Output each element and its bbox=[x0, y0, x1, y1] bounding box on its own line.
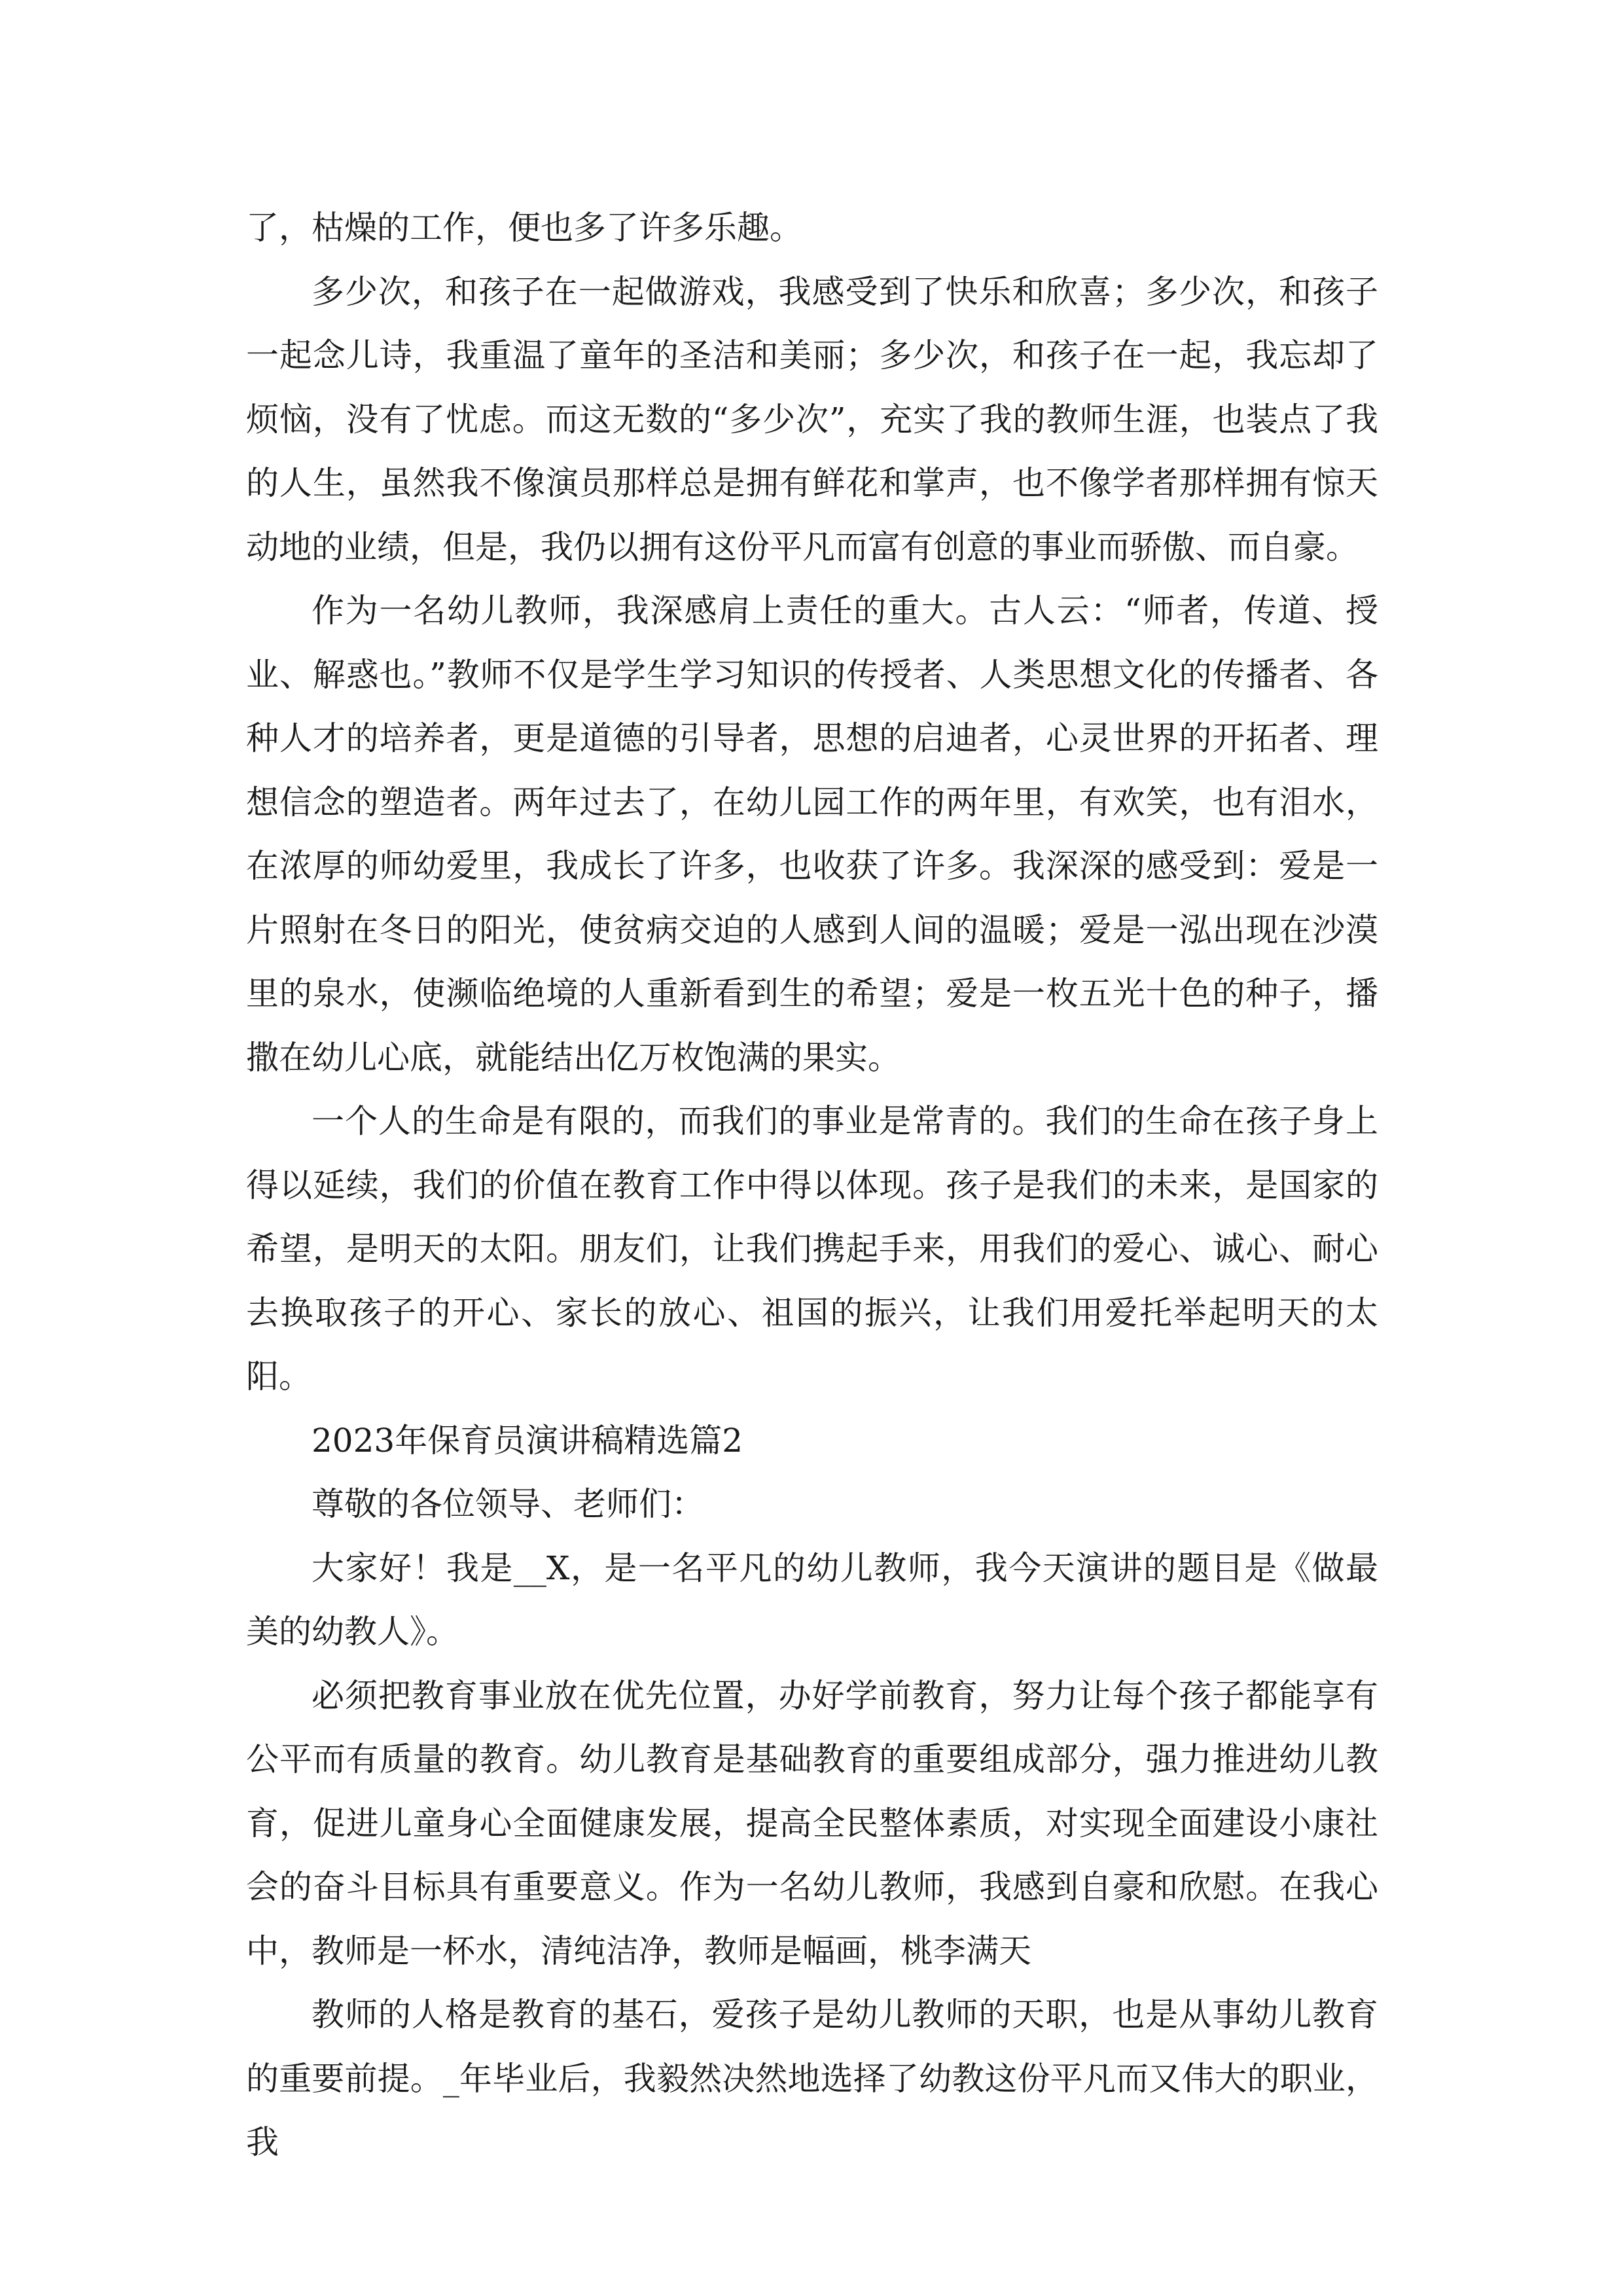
document-body bbox=[246, 196, 1378, 2175]
section-heading: 2023年保育员演讲稿精选篇2 bbox=[312, 1421, 743, 1460]
paragraph: 一个人的生命是有限的，而我们的事业是常青的。我们的生命在孩子身上得以延续，我们的价值在教育工作中得以体现。孩子是我们的未来，是国家的希望，是明天的太阳。朋友们，让我们携起手来，用我们的爱心、诚心、耐心去换取孩子的开心、家长的放心、祖国的振兴，让我们用爱托举起明天的太阳。 bbox=[246, 1102, 1378, 1395]
paragraph: 了，枯燥的工作，便也多了许多乐趣。 bbox=[246, 209, 802, 247]
salutation: 尊敬的各位领导、老师们： bbox=[312, 1485, 704, 1523]
paragraph: 必须把教育事业放在优先位置，办好学前教育，努力让每个孩子都能享有公平而有质量的教育。幼儿教育是基础教育的重要组成部分，强力推进幼儿教育，促进儿童身心全面健康发展，提高全民整体素质，对实现全面建设小康社会的奋斗目标具有重要意义。作为一名幼儿教师，我感到自豪和欣慰。在我心中，教师是一杯水，清纯洁净，教师是幅画，桃李满天 bbox=[246, 1676, 1378, 1970]
paragraph: 作为一名幼儿教师，我深感肩上责任的重大。古人云：“师者，传道、授业、解惑也。”教师不仅是学生学习知识的传授者、人类思想文化的传播者、各种人才的培养者，更是道德的引导者，思想的启迪者，心灵世界的开拓者、理想信念的塑造者。两年过去了，在幼儿园工作的两年里，有欢笑，也有泪水，在浓厚的师幼爱里，我成长了许多，也收获了许多。我深深的感受到：爱是一片照射在冬日的阳光，使贫病交迫的人感到人间的温暖；爱是一泓出现在沙漠里的泉水，使濒临绝境的人重新看到生的希望；爱是一枚五光十色的种子，播撒在幼儿心底，就能结出亿万枚饱满的果实。 bbox=[246, 592, 1378, 1077]
paragraph: 教师的人格是教育的基石，爱孩子是幼儿教师的天职，也是从事幼儿教育的重要前提。_年毕业后，我毅然决然地选择了幼教这份平凡而又伟大的职业，我 bbox=[246, 1996, 1378, 2161]
paragraph: 多少次，和孩子在一起做游戏，我感受到了快乐和欣喜；多少次，和孩子一起念儿诗，我重温了童年的圣洁和美丽；多少次，和孩子在一起，我忘却了烦恼，没有了忧虑。而这无数的“多少次”，充实了我的教师生涯，也装点了我的人生，虽然我不像演员那样总是拥有鲜花和掌声，也不像学者那样拥有惊天动地的业绩，但是，我仍以拥有这份平凡而富有创意的事业而骄傲、而自豪。 bbox=[246, 272, 1378, 566]
paragraph: 大家好！我是__X，是一名平凡的幼儿教师，我今天演讲的题目是《做最美的幼教人》。 bbox=[246, 1549, 1378, 1651]
